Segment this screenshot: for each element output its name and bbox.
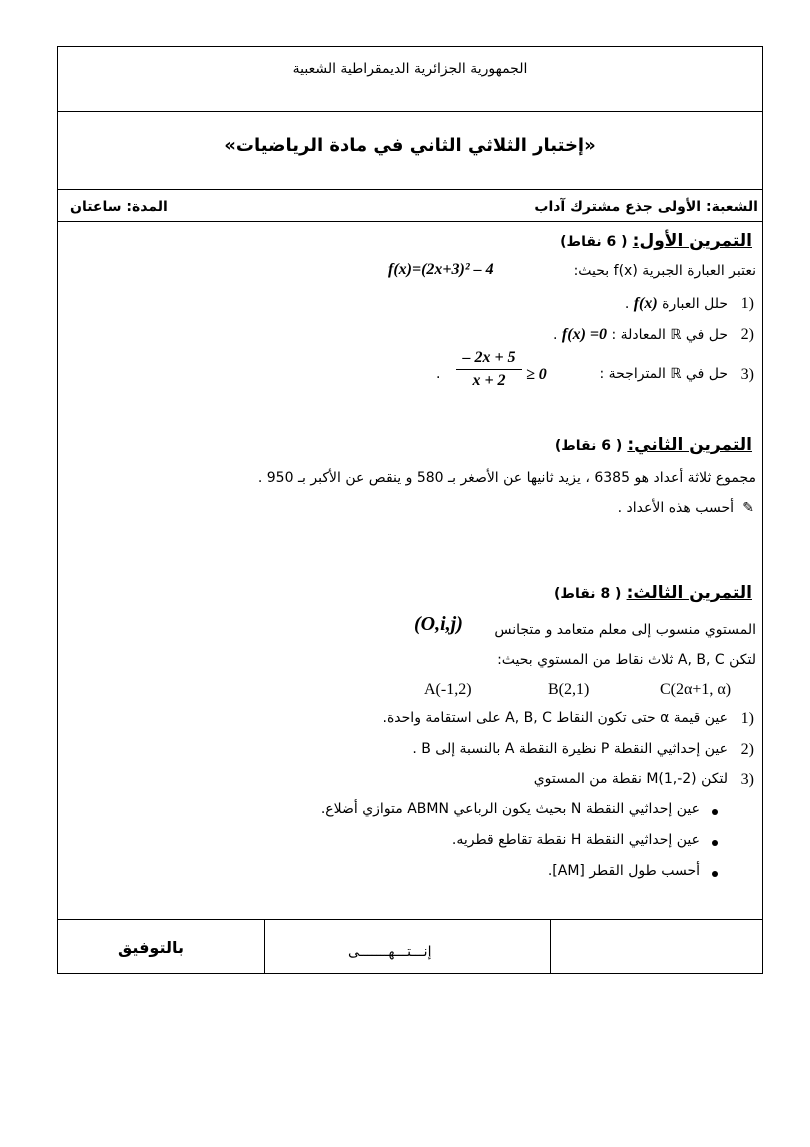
q2-number: 2): [740, 326, 754, 343]
q1-end: .: [624, 296, 630, 312]
duration: المدة: ساعتان: [70, 199, 168, 215]
ex3-line2: لتكن A, B, C ثلاث نقاط من المستوي بحيث:: [497, 652, 756, 668]
ex2-title: التمرين الثاني:: [627, 435, 752, 455]
q3-relation: ≥ 0: [526, 366, 547, 383]
divider: [550, 920, 551, 973]
ex1-title: التمرين الأول:: [632, 231, 752, 251]
ex1-points: ( 6 نقاط): [560, 234, 628, 250]
point-b: B(2,1): [548, 681, 590, 698]
ex1-heading: [560, 231, 752, 251]
q2-end: .: [553, 327, 558, 343]
q3-denominator: x + 2: [472, 372, 506, 389]
ex1-q1: [625, 295, 728, 313]
reference-frame: (O,i,j): [414, 613, 463, 635]
q1-number: 1): [740, 295, 754, 312]
ex3-q1: عين قيمة α حتى تكون النقاط A, B, C على استقامة واحدة.: [382, 710, 728, 726]
divider: [58, 189, 762, 190]
ex2-points: ( 6 نقاط): [554, 438, 623, 454]
branch: الشعبة: الأولى جذع مشترك آداب: [534, 199, 758, 215]
q3-numerator: – 2x + 5: [456, 349, 522, 370]
ex3-q2: عين إحداثيي النقطة P نظيرة النقطة A بالنسبة إلى B .: [412, 741, 728, 757]
ex3-q3-number: 3): [740, 771, 754, 788]
republic-name: الجمهورية الجزائرية الديمقراطية الشعبية: [292, 61, 528, 77]
ex3-q2-number: 2): [740, 741, 754, 758]
ex1-intro: نعتبر العبارة الجبرية f(x) بحيث:: [573, 263, 756, 279]
ex2-line2: أحسب هذه الأعداد .: [617, 500, 734, 516]
footer-row: [58, 920, 762, 973]
divider: [58, 221, 762, 222]
ex3-q1-number: 1): [740, 710, 754, 727]
bullet-icon: [712, 871, 718, 877]
q3-end: .: [436, 366, 441, 382]
ex3-heading: [554, 583, 752, 603]
pencil-icon: ✎: [742, 500, 754, 516]
ex3-bullet3: أحسب طول القطر [AM].: [547, 863, 700, 879]
ex3-bullet2: عين إحداثيي النقطة H نقطة تقاطع قطريه.: [451, 832, 700, 848]
ex3-points: ( 8 نقاط): [554, 586, 622, 602]
q3-number: 3): [740, 366, 754, 383]
ex1-formula: f(x)=(2x+3)² – 4: [388, 261, 494, 278]
q1-math: f(x): [633, 295, 658, 312]
ex3-bullet1: عين إحداثيي النقطة N بحيث يكون الرباعي ABMN متوازي أضلاع.: [320, 801, 700, 817]
bullet-icon: [712, 840, 718, 846]
ex1-q3-text: حل في ℝ المتراجحة :: [599, 366, 728, 382]
q3-fraction: [456, 349, 522, 390]
ex3-line1: المستوي منسوب إلى معلم متعامد و متجانس: [494, 622, 756, 638]
point-c: C(2α+1, α): [660, 681, 732, 698]
good-luck: بالتوفيق: [118, 938, 185, 957]
ex1-q2: [553, 326, 728, 344]
ex2-line1: مجموع ثلاثة أعداد هو 6385 ، يزيد ثانيها عن الأصغر بـ 580 و ينقص عن الأكبر بـ 950 .: [257, 470, 756, 486]
divider: [58, 111, 762, 112]
point-a: A(-1,2): [424, 681, 472, 698]
exam-title: «إختبار الثلاثي الثاني في مادة الرياضيات»: [224, 135, 596, 156]
ex3-title: التمرين الثالث:: [626, 583, 752, 603]
end-text: إنـــتـــهـــــــى: [348, 944, 432, 960]
divider: [264, 920, 265, 973]
exam-frame: [57, 46, 763, 974]
q2-text: حل في ℝ المعادلة :: [611, 327, 728, 343]
bullet-icon: [712, 809, 718, 815]
ex3-q3: لتكن M(1,-2) نقطة من المستوي: [533, 771, 728, 787]
q2-math: f(x) =0: [561, 326, 608, 343]
q1-text: حلل العبارة: [662, 296, 728, 312]
ex2-heading: [555, 435, 752, 455]
